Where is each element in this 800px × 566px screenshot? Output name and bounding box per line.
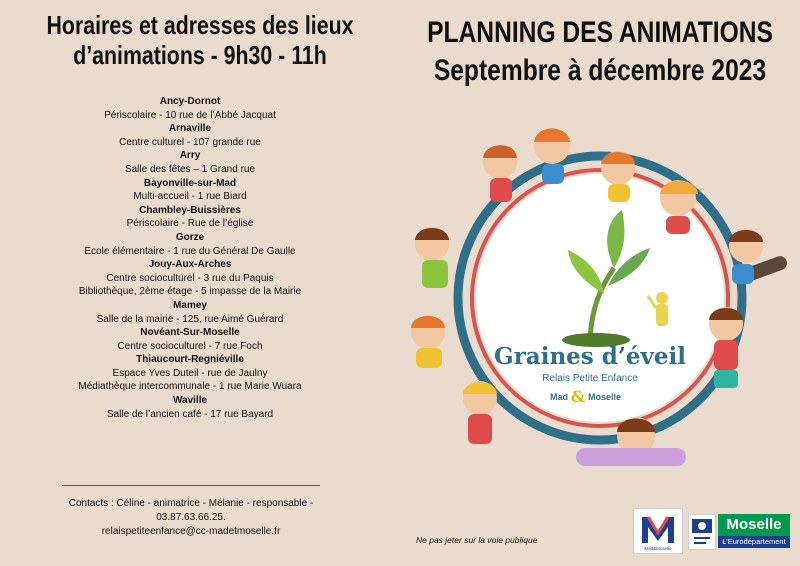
right-panel [400, 0, 800, 566]
logo-name: Graines d’éveil [494, 343, 686, 370]
place-address: Salle des fêtes – 1 Grand rue [124, 163, 256, 175]
moselle-department-logo [718, 514, 790, 548]
place-name: Novéant-Sur-Moselle [140, 327, 240, 339]
hours-title-line2: d’animations - 9h30 - 11h [73, 40, 327, 70]
place-name: Arnaville [168, 123, 212, 135]
planning-dates: Septembre à décembre 2023 [433, 54, 767, 87]
contacts-email: relaispetiteenfance@cc-madetmoselle.fr [101, 526, 281, 537]
moselle-badge: Moselle [718, 514, 790, 536]
place-address: Bibliothèque, 2ème étage - 5 impasse de la Mairie [78, 286, 302, 298]
place-address: Périscolaire - Rue de l’église [126, 218, 254, 230]
places-list [0, 95, 380, 421]
place-name: Chambley-Buissières [139, 204, 241, 216]
place-name: Ancy-Dornot [159, 96, 221, 107]
place-name: Thiaucourt-Regniéville [136, 354, 244, 366]
place-address: Espace Yves Duteil - rue de Jaulny [112, 367, 268, 379]
child-figure [729, 229, 789, 284]
hours-title-line1: Horaires et adresses des lieux [46, 10, 354, 40]
place-name: Bayonville-sur-Mad [143, 177, 237, 189]
child-figure [483, 145, 517, 202]
mad-moselle-logo [633, 508, 683, 554]
place-address: Multi-accueil - 1 rue Biard [133, 191, 247, 203]
logo-moselle: Moselle [588, 392, 622, 402]
place-address: Ecole élémentaire - 1 rue du Général De Gaulle [84, 245, 296, 257]
place-name: Arry [179, 150, 201, 162]
place-address: Périscolaire - 10 rue de l’Abbé Jacquat [104, 109, 276, 121]
place-address: Salle de l’ancien café - 17 rue Bayard [106, 408, 274, 420]
logo-mad: Mad [550, 392, 568, 402]
place-name: Gorze [175, 231, 205, 243]
place-address: Salle de la mairie - 125, rue Aimé Guérard [96, 313, 284, 325]
contacts-divider [62, 485, 320, 486]
children-ring-illustration [400, 118, 800, 478]
place-address: Centre culturel - 107 grande rue [119, 136, 261, 148]
caf-logo [688, 514, 716, 550]
child-figure [463, 381, 497, 444]
contacts-block [42, 497, 340, 539]
place-name: Mamey [173, 299, 207, 311]
place-name: Jouy-Aux-Arches [148, 259, 232, 271]
logo-subtitle: Relais Petite Enfance [542, 373, 638, 384]
caf-logo-icon [689, 515, 715, 549]
place-address: Centre socioculturel - 3 rue du Paquis [106, 272, 274, 284]
mm-logo-text: Mad&Moselle [644, 546, 672, 551]
child-figure [709, 307, 743, 388]
contacts-line: Contacts : Céline - animatrice - Mélanie - responsable - [68, 498, 314, 509]
planning-title: PLANNING DES ANIMATIONS [427, 16, 773, 49]
mm-logo-icon [634, 509, 682, 553]
place-name: Waville [172, 395, 208, 407]
contacts-phone: 03.87.63.66.25. [156, 512, 226, 523]
child-figure [415, 227, 449, 288]
moselle-eurodepartement: L’Eurodépartement [718, 536, 790, 548]
child-figure [411, 315, 445, 368]
place-address: Médiathèque intercommunale - 1 rue Marie Wuara [78, 381, 302, 393]
no-littering-notice: Ne pas jeter sur la voie publique [416, 535, 538, 545]
place-address: Centre socioculturel - 7 rue Foch [117, 340, 263, 352]
logo-amp: & [570, 387, 586, 406]
